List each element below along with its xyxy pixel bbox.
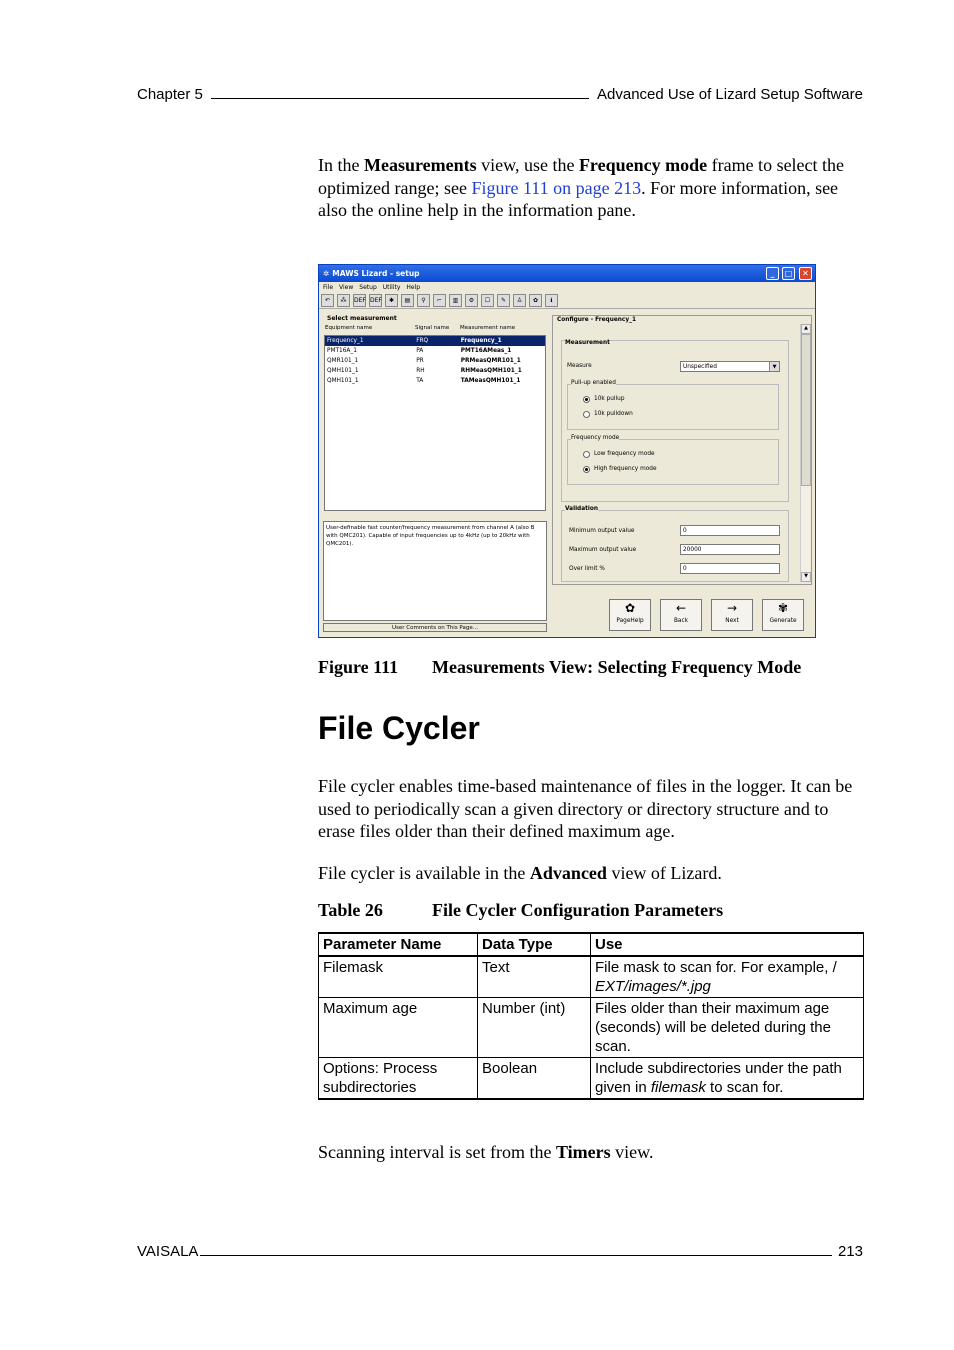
measure-label: Measure [567, 363, 592, 369]
menu-help[interactable]: Help [406, 283, 421, 291]
close-icon[interactable]: ✕ [799, 267, 812, 280]
alarm-icon[interactable]: ♙ [513, 294, 526, 307]
table-number: Table 26 [318, 900, 383, 920]
section-title: File Cycler [318, 710, 480, 746]
validation-label: Validation [565, 506, 598, 512]
header-use: Use [591, 933, 864, 956]
measure-select[interactable]: Unspecified ▼ [680, 361, 780, 372]
max-output-input[interactable]: 20000 [680, 544, 780, 555]
app-icon: ✲ [323, 269, 330, 278]
figure-caption [318, 657, 801, 678]
cell-name: Options: Process subdirectories [319, 1058, 478, 1100]
scroll-up-icon[interactable]: ▲ [801, 324, 811, 334]
chapter-title: Advanced Use of Lizard Setup Software [597, 86, 863, 103]
edit-icon[interactable]: ✎ [497, 294, 510, 307]
figure-link[interactable]: Figure 111 on page 213 [471, 177, 642, 198]
header-parameter-name: Parameter Name [319, 933, 478, 956]
title-bar [319, 265, 815, 282]
cell-type: Text [478, 956, 591, 998]
list-icon[interactable]: ▤ [401, 294, 414, 307]
select-measurement-title: Select measurement [327, 315, 397, 322]
table-header-row [319, 933, 864, 956]
min-output-label: Minimum output value [569, 528, 635, 534]
back-button[interactable]: ← Back [660, 599, 702, 631]
cell-use: Files older than their maximum age (seconds) will be deleted during the scan. [591, 998, 864, 1058]
frequency-mode-group [567, 439, 779, 485]
chapter-label: Chapter 5 [137, 86, 203, 103]
high-frequency-label: High frequency mode [594, 466, 657, 472]
table-row [319, 1058, 864, 1100]
menu-file[interactable]: File [323, 283, 334, 291]
scroll-thumb[interactable] [801, 334, 811, 486]
header-data-type: Data Type [478, 933, 591, 956]
toolbar [319, 292, 815, 309]
arrow-right-icon: → [726, 601, 738, 615]
info-pane: User-definable fast counter/frequency measurement from channel A (also B with QMC201). Capable of input frequencies up to 4kHz (up to 20kHz with QMC201). [323, 521, 547, 621]
list-item[interactable]: Frequency_1 FRQ Frequency_1 [325, 336, 545, 346]
generate-icon: ✾ [777, 601, 789, 615]
sensor-icon[interactable]: ✱ [385, 294, 398, 307]
info-icon[interactable]: ℹ [545, 294, 558, 307]
low-frequency-label: Low frequency mode [594, 451, 655, 457]
footer-rule [200, 1243, 832, 1256]
cell-type: Number (int) [478, 998, 591, 1058]
header-rule [211, 86, 589, 99]
table-caption [318, 900, 723, 921]
list-item[interactable]: PMT16A_1 PA PMT16AMeas_1 [327, 348, 512, 354]
list-item[interactable]: QMH101_1 RH RHMeasQMH101_1 [327, 368, 522, 374]
list-item[interactable]: QMH101_1 TA TAMeasQMH101_1 [327, 378, 521, 384]
page-number: 213 [837, 1243, 863, 1260]
measurement-group-label: Measurement [565, 340, 610, 346]
table-icon[interactable]: ▥ [449, 294, 462, 307]
min-output-input[interactable]: 0 [680, 525, 780, 536]
footer-company: VAISALA [137, 1243, 199, 1260]
over-limit-label: Over limit % [569, 566, 605, 572]
cell-use: File mask to scan for. For example, / EXT/images/*.jpg [591, 956, 864, 998]
cell-type: Boolean [478, 1058, 591, 1100]
undo-icon[interactable]: ↶ [321, 294, 334, 307]
table-title: File Cycler Configuration Parameters [432, 900, 724, 920]
col-measurement[interactable]: Measurement name [460, 325, 516, 331]
col-signal[interactable]: Signal name [415, 325, 450, 331]
configure-title: Configure - Frequency_1 [557, 317, 637, 323]
window-title: MAWS Lizard - setup [332, 269, 420, 278]
scroll-down-icon[interactable]: ▼ [801, 572, 811, 582]
pulldown-option-label: 10k pulldown [594, 411, 633, 417]
generate-button[interactable]: ✾ Generate [762, 599, 804, 631]
network-icon[interactable]: ⁂ [337, 294, 350, 307]
col-equipment[interactable]: Equipment name [325, 325, 373, 331]
chevron-down-icon[interactable]: ▼ [769, 362, 779, 371]
generate-tool-icon[interactable]: ✿ [529, 294, 542, 307]
select-measurement-pane [322, 315, 548, 635]
figure-number: Figure 111 [318, 657, 399, 677]
def2-icon[interactable]: DEF [369, 294, 382, 307]
low-frequency-radio[interactable] [583, 451, 590, 458]
cell-use: Include subdirectories under the path given in filemask to scan for. [591, 1058, 864, 1100]
cell-name: Filemask [319, 956, 478, 998]
maximize-icon[interactable]: □ [782, 267, 795, 280]
paragraph-timers: Scanning interval is set from the Timers view. [318, 1142, 654, 1162]
def-icon[interactable]: DEF [353, 294, 366, 307]
list-item[interactable]: QMR101_1 PR PRMeasQMR101_1 [327, 358, 521, 364]
app-window-screenshot [318, 264, 816, 638]
max-output-label: Maximum output value [569, 547, 637, 553]
pullup-radio[interactable] [583, 396, 590, 403]
user-comments-button[interactable]: User Comments on This Page... [323, 623, 547, 632]
pullup-group [567, 384, 779, 430]
scrollbar[interactable] [800, 324, 810, 582]
cell-name: Maximum age [319, 998, 478, 1058]
pullup-group-label: Pull-up enabled [571, 380, 616, 386]
measurement-list [324, 335, 546, 511]
frequency-mode-label: Frequency mode [571, 435, 620, 441]
intro-paragraph: In the Measurements view, use the Frequency mode frame to select the optimized range; see Figure 111 on page 213. For more information, see also the online help in the information pane. [318, 155, 845, 220]
pullup-option-label: 10k pullup [594, 396, 625, 402]
menu-utility[interactable]: Utility [382, 283, 401, 291]
menu-view[interactable]: View [339, 283, 354, 291]
pagehelp-button[interactable]: ✿ PageHelp [609, 599, 651, 631]
configure-pane [552, 315, 812, 585]
page-header [137, 86, 863, 103]
menu-bar [319, 282, 815, 292]
table-row [319, 956, 864, 998]
settings-icon[interactable]: ⚙ [465, 294, 478, 307]
menu-setup[interactable]: Setup [359, 283, 377, 291]
paragraph-advanced-view: File cycler is available in the Advanced view of Lizard. [318, 863, 722, 883]
parameters-table [318, 932, 864, 1100]
box-icon[interactable]: ☐ [481, 294, 494, 307]
page-footer [137, 1243, 863, 1260]
paragraph-file-cycler: File cycler enables time-based maintenance of files in the logger. It can be used to periodically scan a given directory or directory structure and to erase files older than their defined maximum age. [318, 776, 853, 841]
minimize-icon[interactable]: _ [766, 267, 779, 280]
graph-icon[interactable]: ⌐ [433, 294, 446, 307]
list-columns [325, 325, 547, 331]
pulldown-radio[interactable] [583, 411, 590, 418]
pagehelp-icon: ✿ [624, 601, 636, 615]
over-limit-input[interactable]: 0 [680, 563, 780, 574]
high-frequency-radio[interactable] [583, 466, 590, 473]
measure-icon[interactable]: ⚲ [417, 294, 430, 307]
arrow-left-icon: ← [675, 601, 687, 615]
table-row [319, 998, 864, 1058]
figure-title: Measurements View: Selecting Frequency Mode [432, 657, 802, 677]
next-button[interactable]: → Next [711, 599, 753, 631]
